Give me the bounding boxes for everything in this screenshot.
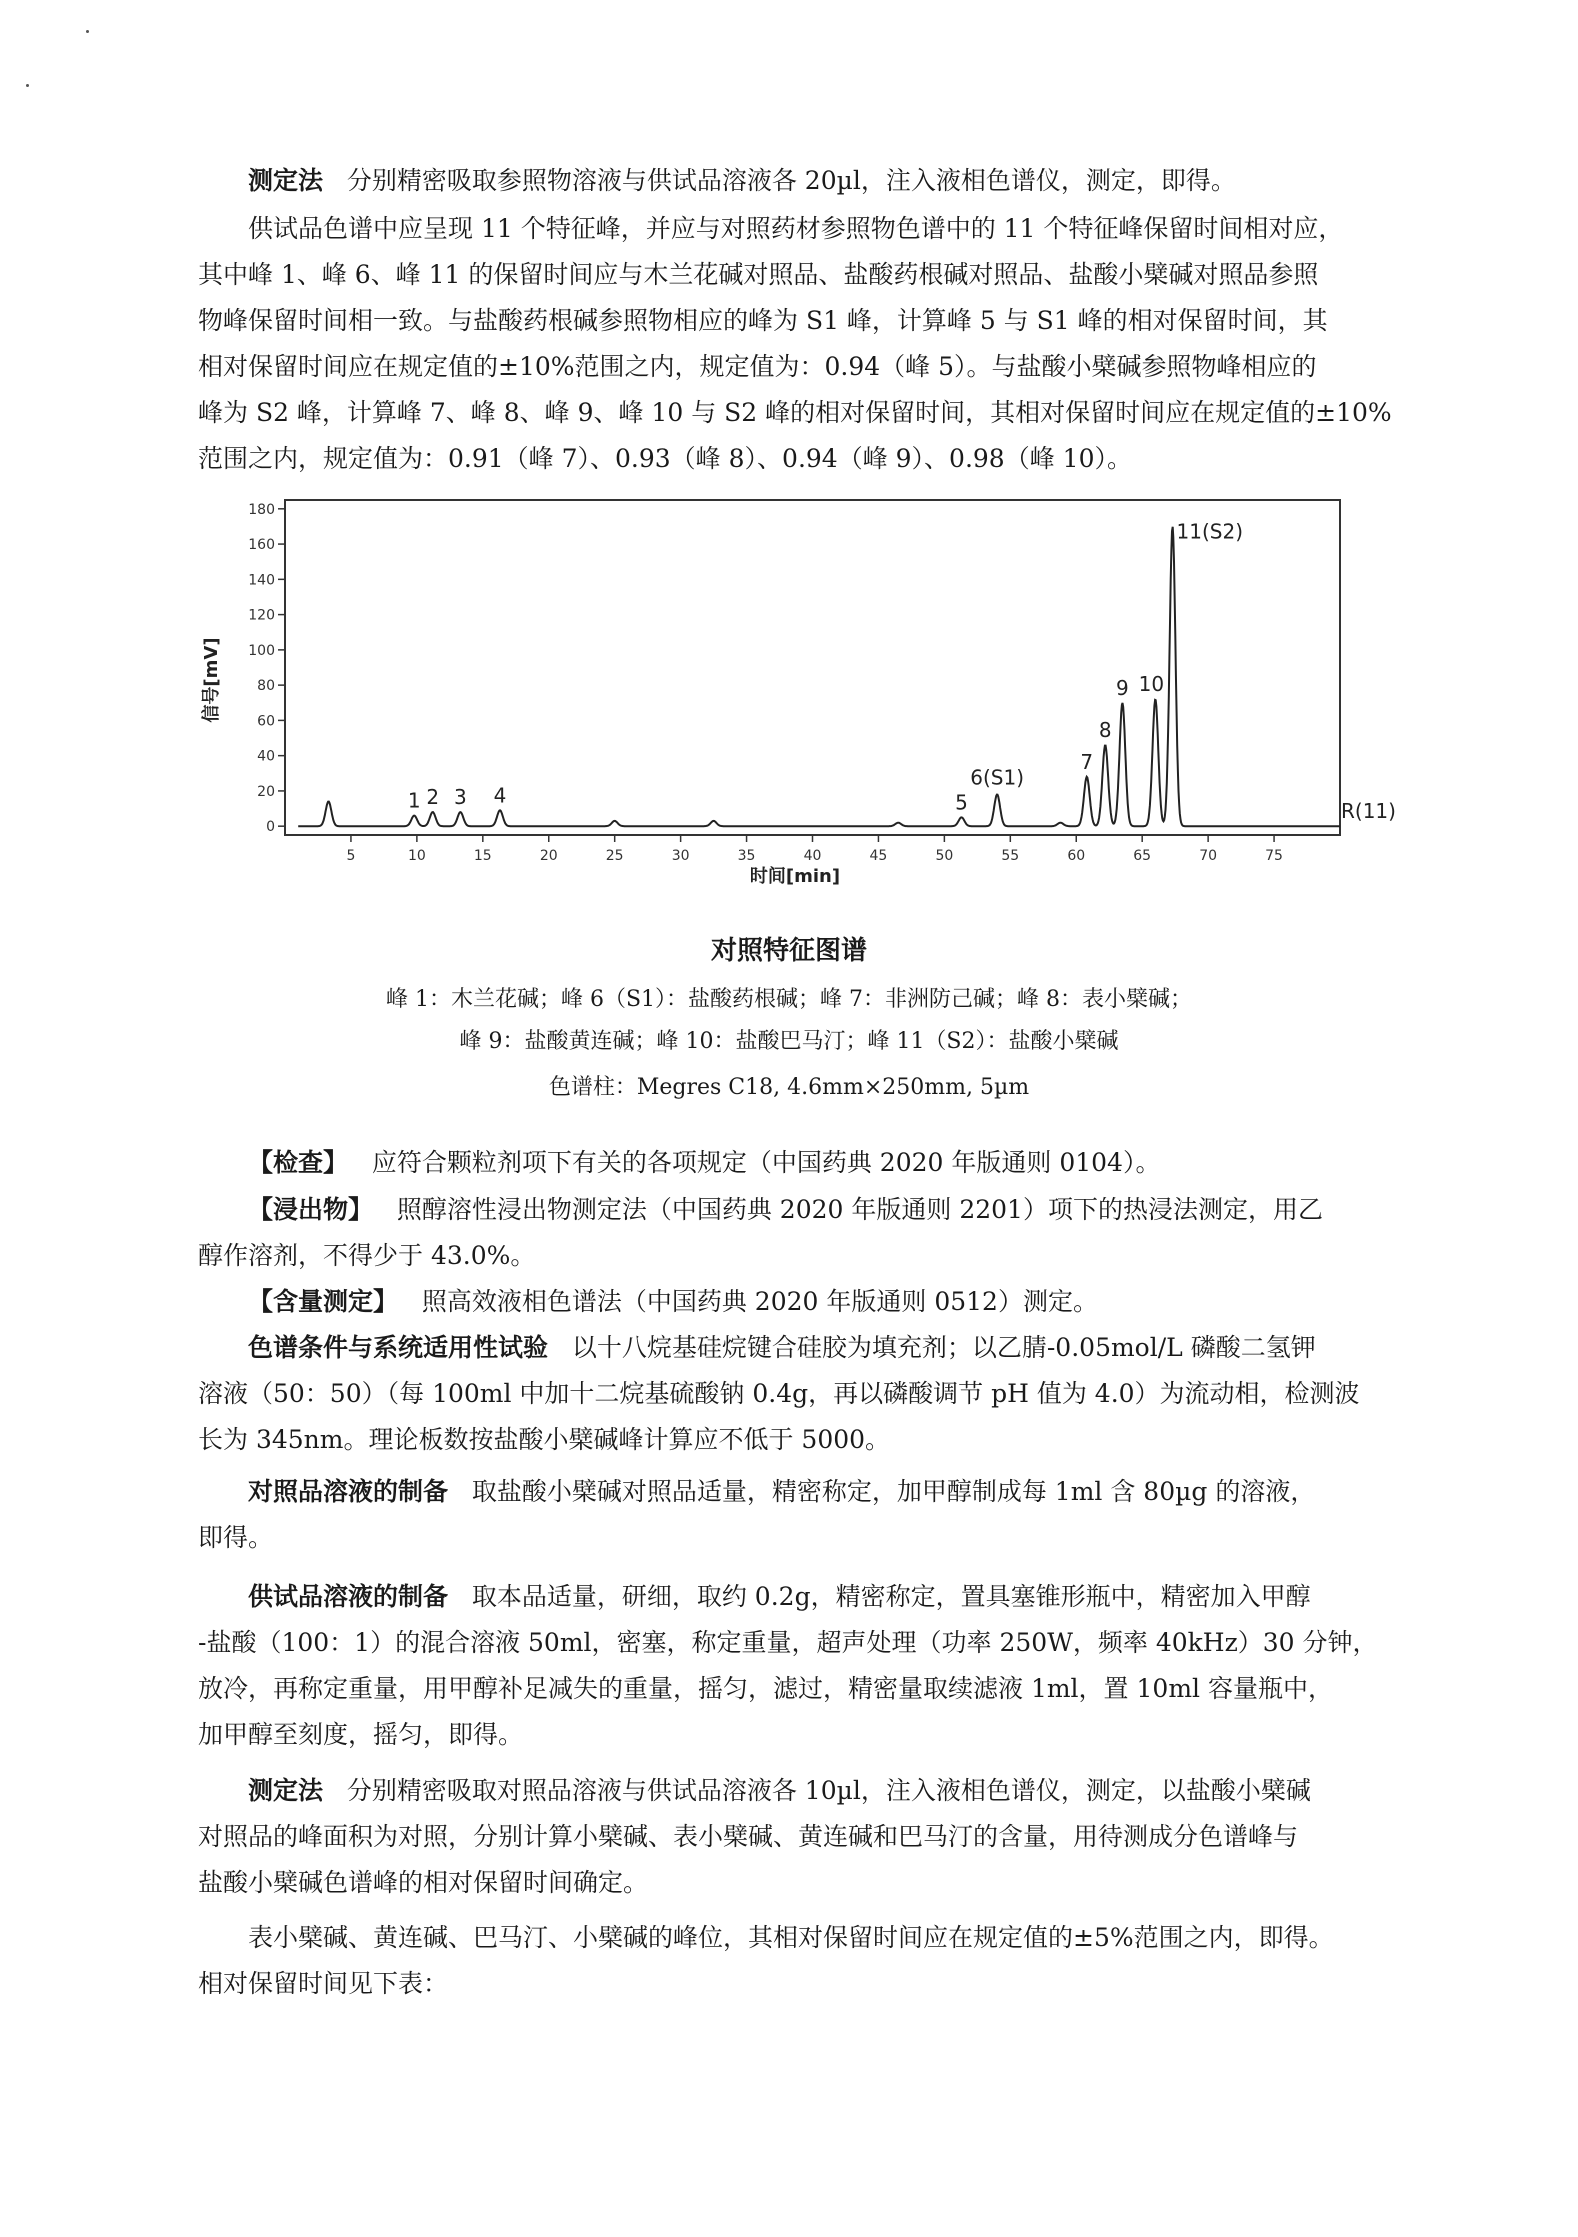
peak-label: 6(S1) bbox=[970, 765, 1024, 790]
requirement-line: 供试品色谱中应呈现 11 个特征峰，并应与对照药材参照物色谱中的 11 个特征峰保留时间相对应， bbox=[248, 214, 1344, 243]
method2-label: 测定法 bbox=[248, 1776, 324, 1805]
method2-text: 分别精密吸取对照品溶液与供试品溶液各 10µl，注入液相色谱仪，测定，以盐酸小檗碱 bbox=[346, 1776, 1311, 1805]
assay-label: 【含量测定】 bbox=[248, 1287, 399, 1316]
figure-caption-line: 峰 9：盐酸黄连碱；峰 10：盐酸巴马汀；峰 11（S2）：盐酸小檗碱 bbox=[459, 1029, 1119, 1054]
requirement-line: 其中峰 1、峰 6、峰 11 的保留时间应与木兰花碱对照品、盐酸药根碱对照品、盐酸小檗碱对照品参照 bbox=[198, 260, 1319, 289]
y-tick-label: 80 bbox=[257, 678, 275, 695]
extract-text: 照醇溶性浸出物测定法（中国药典 2020 年版通则 2201）项下的热浸法测定，用乙 bbox=[396, 1195, 1323, 1224]
method-label: 测定法 bbox=[248, 166, 324, 195]
trace-label: R(11) bbox=[1341, 799, 1396, 823]
sample-paragraph bbox=[198, 1574, 1448, 1620]
method2-paragraph bbox=[198, 1768, 1448, 1814]
chromatography-text: 以十八烷基硅烷键合硅胶为填充剂；以乙腈-0.05mol/L 磷酸二氢钾 bbox=[571, 1333, 1316, 1362]
peak-label: 4 bbox=[493, 783, 507, 808]
final-line: 相对保留时间见下表： bbox=[198, 1969, 449, 1998]
chromatogram-chart bbox=[195, 490, 1396, 910]
chromatography-line: 溶液（50：50）（每 100ml 中加十二烷基硫酸钠 0.4g，再以磷酸调节 pH 值为 4.0）为流动相，检测波 bbox=[198, 1379, 1360, 1408]
requirement-line: 物峰保留时间相一致。与盐酸药根碱参照物相应的峰为 S1 峰，计算峰 5 与 S1 峰的相对保留时间，其 bbox=[198, 306, 1328, 335]
method2-paragraph-cont bbox=[198, 1814, 1448, 1906]
extract-paragraph bbox=[198, 1187, 1448, 1233]
figure-title: 对照特征图谱 bbox=[710, 936, 867, 966]
check-paragraph bbox=[198, 1140, 1448, 1186]
assay-text: 照高效液相色谱法（中国药典 2020 年版通则 0512）测定。 bbox=[421, 1287, 1098, 1316]
x-axis-label: 时间[min] bbox=[749, 866, 841, 887]
reference-paragraph-cont bbox=[198, 1515, 1448, 1561]
sample-line: 加甲醇至刻度，摇匀，即得。 bbox=[198, 1720, 524, 1749]
peak-label: 11(S2) bbox=[1176, 519, 1244, 544]
scan-speck bbox=[86, 30, 89, 33]
method-paragraph bbox=[198, 158, 1448, 204]
y-tick-label: 120 bbox=[248, 607, 275, 624]
peak-label: 3 bbox=[454, 785, 467, 810]
peak-label: 9 bbox=[1116, 675, 1129, 700]
x-tick-label: 25 bbox=[605, 848, 624, 864]
y-tick-label: 100 bbox=[248, 642, 275, 659]
chromatography-paragraph-cont bbox=[198, 1371, 1448, 1463]
check-label: 【检查】 bbox=[248, 1148, 349, 1177]
reference-paragraph bbox=[198, 1469, 1448, 1515]
check-text: 应符合颗粒剂项下有关的各项规定（中国药典 2020 年版通则 0104）。 bbox=[371, 1148, 1161, 1177]
final-paragraph bbox=[198, 1915, 1448, 1961]
x-tick-label: 15 bbox=[473, 848, 492, 864]
sample-label: 供试品溶液的制备 bbox=[248, 1582, 449, 1611]
extract-label: 【浸出物】 bbox=[248, 1195, 374, 1224]
y-tick-label: 0 bbox=[266, 819, 275, 836]
y-tick-label: 60 bbox=[257, 713, 275, 730]
assay-paragraph bbox=[198, 1279, 1448, 1325]
scan-speck bbox=[26, 84, 29, 87]
method2-line: 盐酸小檗碱色谱峰的相对保留时间确定。 bbox=[198, 1868, 649, 1897]
x-tick-label: 60 bbox=[1067, 848, 1086, 864]
x-tick-label: 35 bbox=[737, 848, 756, 864]
chromatography-paragraph bbox=[198, 1325, 1448, 1371]
x-tick-label: 45 bbox=[869, 848, 888, 864]
extract-line: 醇作溶剂，不得少于 43.0%。 bbox=[198, 1241, 536, 1270]
sample-text: 取本品适量，研细，取约 0.2g，精密称定，置具塞锥形瓶中，精密加入甲醇 bbox=[471, 1582, 1311, 1611]
peak-label: 8 bbox=[1098, 718, 1112, 743]
column-spec: 色谱柱：Megres C18, 4.6mm×250mm, 5µm bbox=[548, 1075, 1030, 1100]
sample-paragraph-cont bbox=[198, 1620, 1448, 1758]
y-tick-label: 160 bbox=[248, 537, 275, 554]
x-tick-label: 50 bbox=[935, 848, 954, 864]
requirement-line: 范围之内，规定值为：0.91（峰 7）、0.93（峰 8）、0.94（峰 9）、0.98（峰 10）。 bbox=[198, 444, 1132, 473]
figure-caption-line: 峰 1：木兰花碱；峰 6（S1）：盐酸药根碱；峰 7：非洲防己碱；峰 8：表小檗碱； bbox=[385, 987, 1193, 1012]
x-tick-label: 65 bbox=[1133, 848, 1152, 864]
extract-paragraph-cont bbox=[198, 1233, 1448, 1279]
x-tick-label: 40 bbox=[803, 848, 822, 864]
method2-line: 对照品的峰面积为对照，分别计算小檗碱、表小檗碱、黄连碱和巴马汀的含量，用待测成分色谱峰与 bbox=[198, 1822, 1299, 1851]
x-tick-label: 5 bbox=[346, 848, 356, 864]
requirement-paragraph bbox=[198, 206, 1448, 482]
requirement-line: 峰为 S2 峰，计算峰 7、峰 8、峰 9、峰 10 与 S2 峰的相对保留时间，其相对保留时间应在规定值的±10% bbox=[198, 398, 1392, 427]
chromatogram-figure bbox=[195, 490, 1396, 910]
reference-text: 取盐酸小檗碱对照品适量，精密称定，加甲醇制成每 1ml 含 80µg 的溶液， bbox=[471, 1477, 1316, 1506]
x-tick-label: 10 bbox=[407, 848, 426, 864]
y-tick-label: 180 bbox=[248, 501, 275, 518]
requirement-line: 相对保留时间应在规定值的±10%范围之内，规定值为：0.94（峰 5）。与盐酸小檗碱参照物峰相应的 bbox=[198, 352, 1317, 381]
final-paragraph-cont bbox=[198, 1961, 1448, 2007]
sample-line: -盐酸（100：1）的混合溶液 50ml，密塞，称定重量，超声处理（功率 250W，频率 40kHz）30 分钟， bbox=[198, 1628, 1378, 1657]
plot-frame bbox=[285, 500, 1340, 835]
peak-label: 5 bbox=[955, 790, 968, 815]
peak-label: 2 bbox=[426, 785, 440, 810]
y-tick-label: 20 bbox=[257, 783, 275, 800]
reference-label: 对照品溶液的制备 bbox=[248, 1477, 449, 1506]
peak-label: 7 bbox=[1080, 749, 1094, 774]
final-line: 表小檗碱、黄连碱、巴马汀、小檗碱的峰位，其相对保留时间应在规定值的±5%范围之内，即得。 bbox=[248, 1923, 1334, 1952]
peak-label: 1 bbox=[407, 788, 421, 813]
y-tick-label: 140 bbox=[248, 572, 275, 589]
x-tick-label: 70 bbox=[1199, 848, 1218, 864]
chromatography-line: 长为 345nm。理论板数按盐酸小檗碱峰计算应不低于 5000。 bbox=[198, 1425, 891, 1454]
x-tick-label: 75 bbox=[1265, 848, 1283, 864]
x-tick-label: 20 bbox=[539, 848, 558, 864]
x-tick-label: 55 bbox=[1001, 848, 1020, 864]
reference-line: 即得。 bbox=[198, 1523, 274, 1552]
sample-line: 放冷，再称定重量，用甲醇补足减失的重量，摇匀，滤过，精密量取续滤液 1ml，置 10ml 容量瓶中， bbox=[198, 1674, 1333, 1703]
x-tick-label: 30 bbox=[671, 848, 690, 864]
y-axis-label: 信号[mV] bbox=[201, 637, 222, 723]
peak-label: 10 bbox=[1138, 672, 1165, 697]
y-tick-label: 40 bbox=[257, 748, 275, 765]
method-text: 分别精密吸取参照物溶液与供试品溶液各 20µl，注入液相色谱仪，测定，即得。 bbox=[346, 166, 1236, 195]
chromatography-label: 色谱条件与系统适用性试验 bbox=[248, 1333, 549, 1362]
